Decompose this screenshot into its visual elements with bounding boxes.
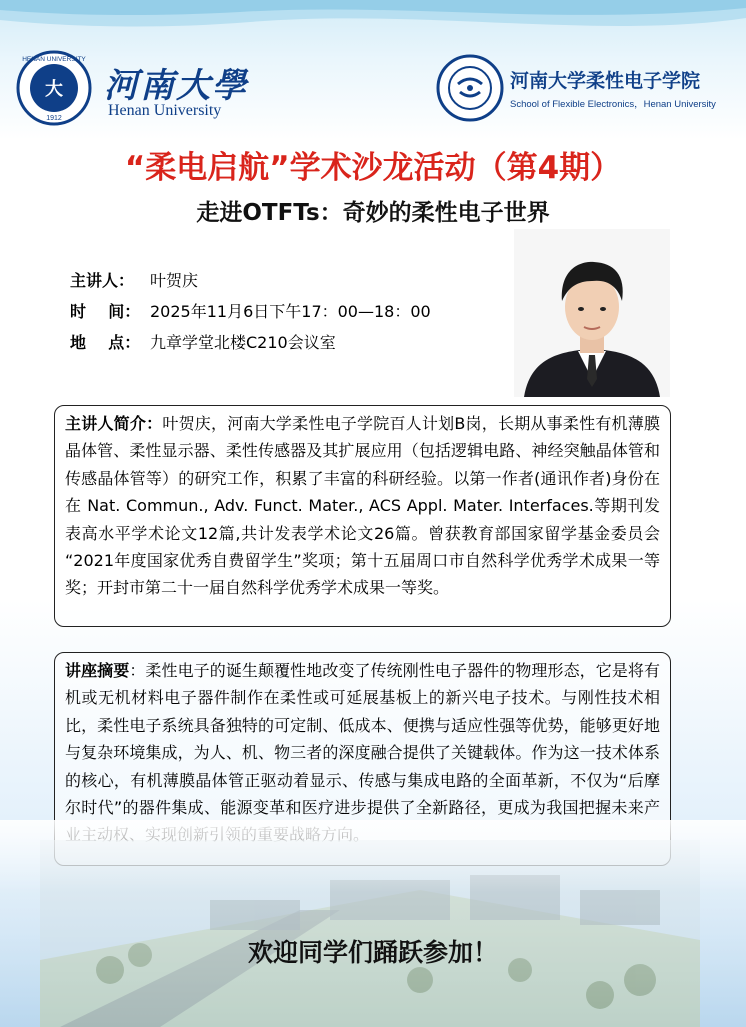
- henan-university-seal-logo: [16, 50, 92, 126]
- svg-text:HENAN UNIVERSITY: HENAN UNIVERSITY: [22, 56, 86, 63]
- abstract-text: ：柔性电子的诞生颠覆性地改变了传统刚性电子器件的物理形态，它是将有机或无机材料电子器件制作在柔性或可延展基板上的新兴电子技术。与刚性技术相比，柔性电子系统具备独特的可定制、低成本、便携与适应性强等优势，能够更好地与复杂环境集成，为人、机、物三者的深度融合提供了关键载体。作为这一技术体系的核心，有机薄膜晶体管正驱动着显示、传感与集成电路的全面革新，不仅为“后摩尔时代”的器件集成、能源变革和医疗进步提供了全新路径，更成为我国把握未来产: [65, 661, 660, 818]
- speaker-label: 主讲人：: [70, 271, 135, 290]
- lecture-subtitle: 走进OTFTs：奇妙的柔性电子世界: [196, 200, 550, 226]
- event-title: “柔电启航”学术沙龙活动（第4期）: [124, 150, 622, 186]
- school-name-cn: 河南大学柔性电子学院: [510, 70, 701, 92]
- time-label: 时 间：: [70, 302, 141, 321]
- time-row: [70, 295, 431, 326]
- speaker-bio-text: 叶贺庆，河南大学柔性电子学院百人计划B岗，长期从事柔性有机薄膜晶体管、柔性显示器、柔性传感器及其扩展应用（包括逻辑电路、神经突触晶体管和传感晶体管等）的研究工作，积累了丰富的科研经验。以第一作者(通讯作者)身份在在 Nat. Commun., Adv. Funct. Mater., ACS Appl. Mater. Interfaces.等期刊发表高水平学术论文12篇,共计发表学术论文26篇。曾获教育部国家留学基金委员会 “2021年度国家优秀自费留学生”奖项；第十五届周口市自然科学优秀学术成果一等奖；开封市第二十一届自然科学优秀学术成果一等奖。: [65, 414, 660, 598]
- university-name-cn: 河南大學: [104, 66, 248, 106]
- speaker-portrait: [514, 229, 670, 397]
- school-name-en: School of Flexible Electronics，Henan University: [510, 99, 716, 110]
- speaker-value: 叶贺庆: [150, 271, 199, 290]
- time-value: 2025年11月6日下午17：00—18：00: [150, 302, 431, 321]
- header-wave-decoration: [0, 0, 746, 60]
- school-of-flexible-electronics-logo: [436, 54, 504, 122]
- speaker-bio-box: [54, 405, 671, 627]
- speaker-bio-label: 主讲人简介：: [65, 414, 163, 433]
- speaker-row: [70, 264, 431, 295]
- location-value: 九章学堂北楼C210会议室: [150, 333, 336, 352]
- welcome-message: 欢迎同学们踊跃参加！: [247, 938, 498, 967]
- university-name-en: Henan University: [108, 102, 222, 119]
- location-row: [70, 326, 431, 357]
- event-info: [70, 264, 431, 357]
- campus-aerial-illustration: [0, 820, 746, 1027]
- location-label: 地 点：: [70, 333, 141, 352]
- svg-text:大: 大: [45, 79, 63, 100]
- abstract-label: 讲座摘要: [65, 661, 130, 680]
- svg-text:1912: 1912: [46, 115, 62, 122]
